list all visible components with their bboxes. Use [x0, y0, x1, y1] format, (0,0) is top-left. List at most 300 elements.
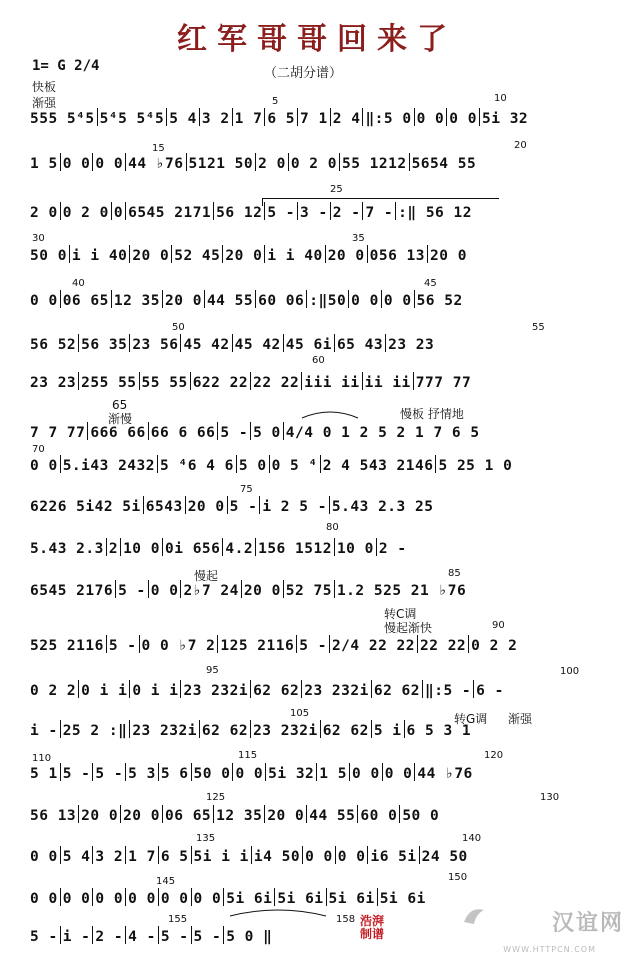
bar-number: 150 [448, 872, 468, 883]
measure: 0 0 [235, 766, 264, 782]
measure: 12 35 [113, 293, 161, 309]
barline [106, 635, 107, 653]
score-row [30, 805, 606, 831]
barline [330, 202, 331, 220]
measure: 45 6i [285, 337, 332, 353]
measure: 44 55 [206, 293, 254, 309]
barline [251, 846, 252, 864]
barline [125, 153, 126, 171]
measure: 12 35 [216, 808, 263, 824]
barline [191, 846, 192, 864]
measure: i - [62, 929, 91, 945]
slur-mark [300, 410, 360, 420]
measure: 0 i i [81, 683, 128, 699]
measure: 0 0 [351, 293, 379, 309]
measure: 56 52 [30, 337, 77, 353]
score-row [30, 422, 606, 448]
measure: 2 4 [332, 111, 361, 127]
bar-number: 120 [484, 750, 504, 761]
barline [329, 496, 330, 514]
barline [362, 202, 363, 220]
bar-number: 20 [514, 140, 527, 151]
barline [171, 245, 172, 263]
barline [250, 680, 251, 698]
measure: 45 42 [234, 337, 281, 353]
barline [180, 680, 181, 698]
barline [125, 202, 126, 220]
measure: 0 2 2 [471, 638, 518, 654]
barline [125, 846, 126, 864]
barline [264, 805, 265, 823]
measure: i i 40 [71, 248, 128, 264]
barline [69, 245, 70, 263]
barline [92, 888, 93, 906]
measure: i4 50 [253, 849, 301, 865]
measure: 5⁴5 5⁴5 [99, 111, 165, 127]
barline [60, 926, 61, 944]
barline [120, 538, 121, 556]
measure: 5i i i [193, 849, 249, 865]
tempo-mark: 慢板 抒情地 [400, 407, 464, 421]
measure: i i 40 [267, 248, 323, 264]
bar-number: 25 [330, 184, 343, 195]
measure: i 2 5 - [262, 499, 327, 515]
barline [78, 334, 79, 352]
barline [297, 202, 298, 220]
barline [60, 153, 61, 171]
barline [60, 846, 61, 864]
measure: 20 0 [81, 808, 119, 824]
barline [125, 888, 126, 906]
barline [468, 635, 469, 653]
measure: 6543 [145, 499, 183, 515]
barline [413, 372, 414, 390]
measure: :‖50 [309, 293, 347, 309]
measure: 25 2 :‖ [62, 723, 128, 739]
measure: ‖:5 0 [365, 111, 412, 127]
barline [283, 422, 284, 440]
barline [60, 763, 61, 781]
barline [422, 680, 423, 698]
barline [227, 496, 228, 514]
measure: 0 2 2 [30, 683, 77, 699]
measure: 62 62 [253, 683, 300, 699]
measure: 52 45 [174, 248, 221, 264]
measure: 23 232i [253, 723, 318, 739]
bar-number: 158 [336, 914, 356, 925]
barline [371, 720, 372, 738]
measure: 0 0 [352, 766, 380, 782]
measure: 10 0 [336, 541, 374, 557]
score-row [30, 635, 606, 661]
measure: 5 ⁴6 4 6 [160, 458, 234, 474]
key-signature: 1= G 2/4 [32, 58, 100, 74]
measure: 555 5⁴5 [30, 111, 95, 127]
score-row [30, 926, 330, 952]
barline [191, 763, 192, 781]
barline [241, 580, 242, 598]
measure: 6 5 [160, 849, 189, 865]
measure: 666 66 [90, 425, 146, 441]
bar-number: 155 [168, 914, 188, 925]
bar-label: 65 [112, 398, 128, 412]
barline [264, 202, 265, 220]
barline [106, 538, 107, 556]
barline [185, 496, 186, 514]
score-row [30, 455, 606, 481]
measure: 5 - [108, 638, 137, 654]
barline [357, 805, 358, 823]
measure: 2 - [378, 541, 407, 557]
measure: 5i 6i [328, 891, 375, 907]
barline [222, 245, 223, 263]
score-row [30, 680, 606, 706]
measure: 5 6 [160, 766, 189, 782]
measure: 3 2 [201, 111, 230, 127]
barline [301, 372, 302, 390]
measure: 7 7 77 [30, 425, 86, 441]
measure: 0 0 [95, 156, 124, 172]
measure: 5654 55 [411, 156, 477, 172]
measure: 5 0 ‖ [226, 929, 273, 945]
measure: 0 0 [62, 891, 91, 907]
bar-number: 60 [312, 355, 325, 366]
measure: 06 65 [165, 808, 212, 824]
barline [186, 153, 187, 171]
score-row [30, 202, 606, 228]
barline [367, 245, 368, 263]
measure: 22 22 [253, 375, 300, 391]
score-row [30, 334, 606, 360]
measure: 10 0 [123, 541, 160, 557]
measure: 7 1 [300, 111, 328, 127]
measure: 0 2 0 [62, 205, 109, 221]
measure: 6 - [476, 683, 504, 699]
measure: 0 i i [132, 683, 179, 699]
measure: 23 232i [304, 683, 369, 699]
barline [264, 245, 265, 263]
score-row [30, 720, 606, 746]
tempo-mark: 快板 [32, 80, 57, 94]
barline [180, 580, 181, 598]
measure: 6 5 3 1 [406, 723, 472, 739]
barline [250, 372, 251, 390]
bar-number: 30 [32, 233, 45, 244]
measure: 5 - [95, 766, 124, 782]
barline [139, 635, 140, 653]
score-row [30, 538, 606, 564]
barline [223, 888, 224, 906]
measure: 20 0 [132, 248, 170, 264]
barline [78, 680, 79, 698]
barline [191, 926, 192, 944]
measure: 2 0 [258, 156, 286, 172]
barline [60, 720, 61, 738]
barline [362, 372, 363, 390]
barline [129, 245, 130, 263]
bar-number: 10 [494, 93, 507, 104]
score-subtitle: （二胡分谱） [264, 66, 343, 81]
barline [232, 108, 233, 126]
measure: 20 0 [187, 499, 225, 515]
measure: 20 0 [225, 248, 263, 264]
barline [250, 422, 251, 440]
measure: 2 - [95, 929, 124, 945]
barline [414, 290, 415, 308]
measure: 52 75 [285, 583, 332, 599]
watermark-site: WWW.HTTPCN.COM [503, 945, 596, 954]
measure: 5.43 2.3 25 [331, 499, 434, 515]
barline [120, 805, 121, 823]
barline [377, 888, 378, 906]
barline [376, 538, 377, 556]
measure: 6545 2176 [30, 583, 114, 599]
measure: 66 6 66 [150, 425, 216, 441]
bar-number: 85 [448, 568, 461, 579]
score-row [30, 372, 606, 398]
measure: 20 0 [123, 808, 160, 824]
barline [382, 763, 383, 781]
measure: 50 0 [30, 248, 67, 264]
measure: 0 0 [30, 293, 58, 309]
tempo-mark: 渐慢 [108, 412, 133, 426]
measure: 0 0 [150, 583, 179, 599]
barline [129, 334, 130, 352]
measure: 5.43 2.3 [30, 541, 104, 557]
measure: 24 50 [421, 849, 468, 865]
barline [334, 538, 335, 556]
barline [381, 290, 382, 308]
bar-number: 40 [72, 278, 85, 289]
bar-number: 70 [32, 444, 45, 455]
measure: 4/4 0 1 2 5 2 1 7 6 5 [285, 425, 480, 441]
measure: 5 - [118, 583, 146, 599]
barline [158, 763, 159, 781]
barline [97, 108, 98, 126]
barline [330, 108, 331, 126]
measure: 5 3 [128, 766, 156, 782]
bar-number: 135 [196, 833, 216, 844]
measure: 0 5 ⁴ [271, 458, 318, 474]
measure: 55 55 [141, 375, 188, 391]
barline [162, 538, 163, 556]
measure: 45 42 [183, 337, 230, 353]
barline [274, 888, 275, 906]
measure: 50 0 [193, 766, 231, 782]
barline [259, 496, 260, 514]
barline [158, 846, 159, 864]
measure: 2 - [332, 205, 361, 221]
measure: iii ii [304, 375, 360, 391]
barline [213, 805, 214, 823]
measure: 0 0 ♭7 2 [141, 638, 216, 654]
barline [265, 763, 266, 781]
measure: 3 - [300, 205, 328, 221]
barline [479, 108, 480, 126]
barline [367, 846, 368, 864]
measure: 5 - [62, 766, 91, 782]
barline [157, 455, 158, 473]
arranger-signature [360, 915, 384, 941]
barline [414, 763, 415, 781]
barline [385, 334, 386, 352]
measure: 0i 656 [165, 541, 221, 557]
barline [223, 926, 224, 944]
barline [217, 635, 218, 653]
barline [255, 290, 256, 308]
barline [60, 202, 61, 220]
barline [306, 290, 307, 308]
measure: :‖ 56 12 [398, 205, 472, 221]
barline [232, 763, 233, 781]
measure: 06 65 [62, 293, 109, 309]
signature-line: 浩湃 [360, 914, 385, 928]
barline [78, 372, 79, 390]
bar-number: 45 [424, 278, 437, 289]
score-row [30, 763, 606, 789]
measure: 622 22 [192, 375, 249, 391]
barline [232, 334, 233, 352]
barline [158, 888, 159, 906]
barline [395, 202, 396, 220]
measure: 0 0 [305, 849, 333, 865]
barline [419, 846, 420, 864]
measure: 6 5 [267, 111, 296, 127]
measure: 5.i43 2432 [62, 458, 156, 474]
measure: 20 0 [267, 808, 305, 824]
measure: 6545 2171 [128, 205, 212, 221]
barline [129, 720, 130, 738]
measure: 5i 32 [482, 111, 529, 127]
barline [115, 580, 116, 598]
measure: 23 23 [388, 337, 435, 353]
bar-number: 5 [272, 96, 279, 107]
barline [213, 202, 214, 220]
barline [191, 888, 192, 906]
barline [60, 455, 61, 473]
barline [414, 108, 415, 126]
measure: 1 7 [128, 849, 156, 865]
bar-number: 115 [238, 750, 258, 761]
measure: 0 0 [62, 156, 91, 172]
measure: 60 0 [360, 808, 398, 824]
bar-number: 125 [206, 792, 226, 803]
barline [92, 153, 93, 171]
barline [255, 153, 256, 171]
bar-number: 100 [560, 666, 580, 677]
measure: ii ii [364, 375, 411, 391]
measure: 23 56 [132, 337, 179, 353]
measure: 0 0 [337, 849, 366, 865]
barline [283, 334, 284, 352]
barline [334, 580, 335, 598]
measure: 55 1212 [341, 156, 407, 172]
measure: 0 0 [95, 891, 124, 907]
bar-number: 95 [206, 665, 219, 676]
barline [162, 805, 163, 823]
measure: 56 52 [416, 293, 463, 309]
barline [417, 635, 418, 653]
barline [255, 538, 256, 556]
dynamic-mark: 渐强 [508, 712, 533, 726]
score-row [30, 496, 606, 522]
barline [148, 580, 149, 598]
measure: ‖:5 - [425, 683, 472, 699]
bar-number: 105 [290, 708, 310, 719]
barline [264, 108, 265, 126]
measure: 62 62 [322, 723, 369, 739]
measure: 0 0 [384, 766, 413, 782]
measure: 5i 32 [268, 766, 315, 782]
barline [362, 108, 363, 126]
barline [78, 805, 79, 823]
measure: 62 62 [373, 683, 420, 699]
measure: 5i 6i [226, 891, 273, 907]
measure: 7 - [365, 205, 394, 221]
barline [92, 763, 93, 781]
measure: 125 2116 [220, 638, 295, 654]
barline [435, 455, 436, 473]
barline [339, 153, 340, 171]
barline [92, 846, 93, 864]
bar-number: 140 [462, 833, 482, 844]
measure: 156 1512 [258, 541, 332, 557]
barline [139, 372, 140, 390]
barline [190, 372, 191, 390]
barline [404, 720, 405, 738]
measure: 5 - [220, 425, 249, 441]
measure: 6226 5i42 5i [30, 499, 141, 515]
measure: 1 7 [234, 111, 263, 127]
barline [427, 245, 428, 263]
dynamic-mark: 渐强 [32, 96, 57, 110]
barline [111, 290, 112, 308]
barline [125, 926, 126, 944]
score-row [30, 108, 606, 134]
barline [222, 538, 223, 556]
barline [296, 635, 297, 653]
barline [335, 846, 336, 864]
measure: 5i 6i [277, 891, 324, 907]
measure: 56 13 [30, 808, 77, 824]
measure: 0 0 [30, 849, 58, 865]
bar-number: 50 [172, 322, 185, 333]
measure: 23 232i [132, 723, 197, 739]
measure: 0 0 [30, 458, 58, 474]
barline [143, 496, 144, 514]
measure: i6 5i [370, 849, 417, 865]
barline [250, 720, 251, 738]
measure: 62 62 [201, 723, 249, 739]
score-row [30, 245, 606, 271]
measure: 5 4 [62, 849, 91, 865]
measure: 3 2 [95, 849, 124, 865]
measure: 20 0 [243, 583, 281, 599]
measure: 5 - [299, 638, 327, 654]
measure: 56 35 [81, 337, 128, 353]
measure: 5i 6i [379, 891, 426, 907]
measure: 056 13 [369, 248, 426, 264]
bar-number: 145 [156, 876, 176, 887]
score-row [30, 153, 606, 179]
bar-number: 15 [152, 143, 165, 154]
tempo-mark: 慢起渐快 [384, 621, 433, 635]
barline [166, 108, 167, 126]
measure: 1.2 525 21 ♭76 [336, 583, 467, 599]
barline [348, 290, 349, 308]
barline [60, 290, 61, 308]
score-title: 红军哥哥回来了 [177, 22, 457, 57]
